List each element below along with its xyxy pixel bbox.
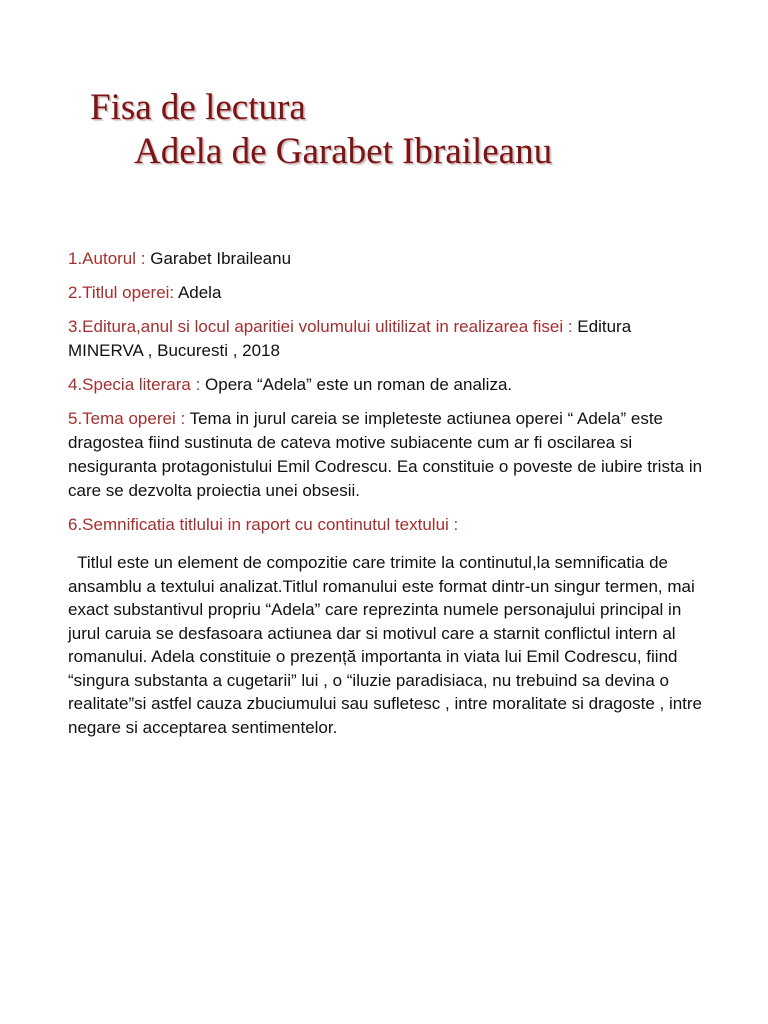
document-title bbox=[90, 86, 730, 174]
item-semnificatia-titlului bbox=[68, 513, 708, 537]
item-value: Adela bbox=[177, 283, 222, 302]
paragraph-text: Titlul este un element de compozitie care trimite la continutul,la semnificatia de ansamblu a textului analizat.Titlul romanului este format dintr-un singur termen, mai exact substantivul propriu “Adela” care reprezinta numele personajului principal in jurul caruia se desfasoara actiunea dar si motivul care a starnit conflictul intern al romanului. Adela constituie o prezență importanta in viata lui Emil Codrescu, fiind “singura substanta a cugetarii” lui , o “iluzie paradisiaca, nu trebuind sa devina o realitate”si astfel cauza zbuciumului sau sufletesc , intre moralitate si dragoste , intre negare si acceptarea sentimentelor. bbox=[68, 553, 703, 737]
item-value: Editura MINERVA , Bucuresti , 2018 bbox=[68, 317, 632, 360]
item-label: 6.Semnificatia titlului in raport cu continutul textului : bbox=[68, 515, 459, 534]
item-label: 4.Specia literara : bbox=[68, 375, 206, 394]
item-value: Opera “Adela” este un roman de analiza. bbox=[205, 375, 513, 394]
item-autorul bbox=[68, 247, 708, 271]
item-label: 2.Titlul operei: bbox=[68, 283, 178, 302]
item-label: 3.Editura,anul si locul aparitiei volumului ulitilizat in realizarea fisei : bbox=[68, 317, 578, 336]
item-specia-literara bbox=[68, 373, 708, 397]
paragraph-indent bbox=[68, 553, 77, 572]
item-label: 5.Tema operei : bbox=[68, 409, 190, 428]
title-line-2: Adela de Garabet Ibraileanu bbox=[134, 131, 553, 172]
item-value: Garabet Ibraileanu bbox=[150, 249, 292, 268]
item-titlul-operei bbox=[68, 281, 708, 305]
item-label: 1.Autorul : bbox=[68, 249, 151, 268]
item-tema-operei bbox=[68, 407, 708, 503]
item-value: Tema in jurul careia se impleteste actiunea operei “ Adela” este dragostea fiind sustinuta de cateva motive subiacente cum ar fi oscilarea si nesiguranta protagonistului Emil Codrescu. Ea constituie o poveste de iubire trista in care se dezvolta proiectia unei obsesii. bbox=[68, 409, 703, 500]
title-line-1: Fisa de lectura bbox=[90, 87, 306, 128]
item-editura bbox=[68, 315, 708, 363]
document-body bbox=[68, 247, 708, 739]
title-meaning-paragraph bbox=[68, 551, 708, 739]
